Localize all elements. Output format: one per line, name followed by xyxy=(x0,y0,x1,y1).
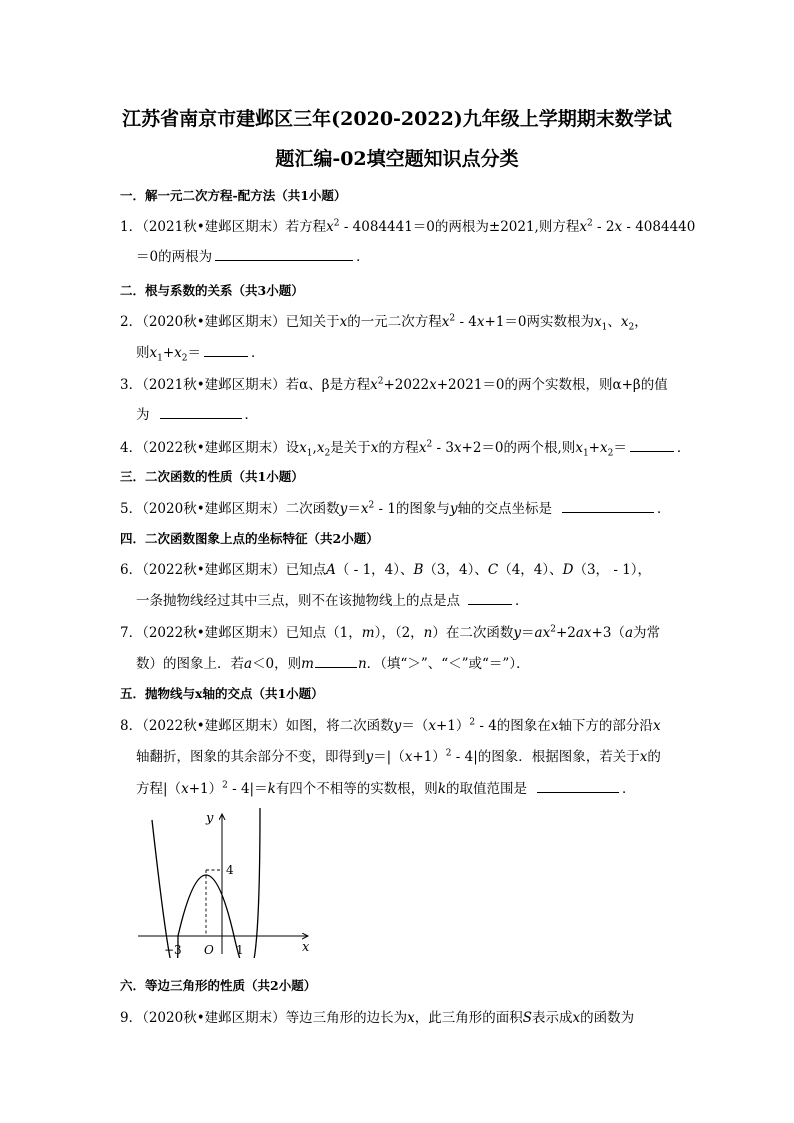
left-root-label: −3 xyxy=(164,943,182,957)
answer-blank-2[interactable] xyxy=(204,343,248,357)
section-heading-3: 三．二次函数的性质（共1小题） xyxy=(120,469,304,484)
question-1-line-1: 1．（2021秋•建邺区期末）若方程$x^2 - 4084441=0$的两根为±2021,则方程$x^2 - 2x - 4084440$ xyxy=(120,218,696,235)
question-6-line-1: 6．（2022秋•建邺区期末）已知点A（ - 1，4）、B（3，4）、C（4，4）、D（3， - 1）， xyxy=(120,562,652,578)
question-7-line-2: 数）的图象上．若a＜0，则m n．（填“＞”、“＜”或“＝”）． xyxy=(136,656,530,672)
question-2-line-1: 2．（2020秋•建邺区期末）已知关于x的一元二次方程$x^2 - 4x+1=0$两实数根为$x_1$、$x_2$， xyxy=(120,313,648,333)
section-heading-6: 六．等边三角形的性质（共2小题） xyxy=(120,978,317,993)
section-heading-2: 二．根与系数的关系（共3小题） xyxy=(120,283,304,298)
document-title-line-1: 江苏省南京市建邺区三年(2020-2022)九年级上学期期末数学试 xyxy=(122,108,672,130)
question-8-line-1: 8．（2022秋•建邺区期末）如图，将二次函数$y=(x+1)^2 - 4$的图象在x轴下方的部分沿x xyxy=(120,717,661,734)
question-8-line-2: 轴翻折，图象的其余部分不变，即得到$y=|(x+1)^2 - 4|$的图象．根据图象，若关于x的 xyxy=(136,748,661,765)
origin-label: O xyxy=(204,943,214,957)
question-9-line-1: 9．（2020秋•建邺区期末）等边三角形的边长为x，此三角形的面积S表示成x的函数为 xyxy=(120,1010,635,1026)
answer-blank-8[interactable] xyxy=(537,779,619,793)
x-axis-label: x xyxy=(302,940,310,955)
question-4-line-1: 4．（2022秋•建邺区期末）设$x_1,x_2$是关于x的方程$x^2 - 3x+2=0$的两个根,则$x_1+x_2=$ ． xyxy=(120,439,691,459)
section-heading-1: 一．解一元二次方程-配方法（共1小题） xyxy=(120,188,347,203)
question-3-line-2: 为 ． xyxy=(136,407,258,423)
question-3-line-1: 3．（2021秋•建邺区期末）若α、β是方程$x^2+2022x+2021=0$的两个实数根，则α+β的值 xyxy=(120,376,668,393)
answer-blank-4[interactable] xyxy=(630,438,674,452)
right-root-label: 1 xyxy=(236,943,244,957)
answer-blank-7[interactable] xyxy=(315,654,357,668)
document-title-line-2: 题汇编-02填空题知识点分类 xyxy=(275,148,519,170)
question-6-line-2: 一条抛物线经过其中三点，则不在该抛物线上的点是点 ． xyxy=(136,593,529,609)
section-heading-4: 四．二次函数图象上点的坐标特征（共2小题） xyxy=(120,531,379,546)
answer-blank-3[interactable] xyxy=(160,405,242,419)
section-heading-5: 五．抛物线与x轴的交点（共1小题） xyxy=(120,686,324,701)
answer-blank-5[interactable] xyxy=(562,499,654,513)
question-8-line-3: 方程$|(x+1)^2 - 4|=k$有四个不相等的实数根，则k的取值范围是 ． xyxy=(136,780,636,797)
answer-blank-1[interactable] xyxy=(215,247,353,261)
vertex-value-label: 4 xyxy=(226,863,234,877)
answer-blank-6[interactable] xyxy=(468,591,512,605)
y-axis-label: y xyxy=(206,811,214,826)
question-7-line-1: 7．（2022秋•建邺区期末）已知点（1，m），（2，n）在二次函数$y=ax^2+2ax+3(a$为常 xyxy=(120,624,660,641)
parabola-graph xyxy=(130,808,320,958)
question-1-line-2: ＝0的两根为 ． xyxy=(136,249,370,265)
question-2-line-2: 则$x_1+x_2=$ ． xyxy=(136,345,265,364)
question-5-line-1: 5．（2020秋•建邺区期末）二次函数$y=x^2 - 1$的图象与y轴的交点坐标是 ． xyxy=(120,500,671,517)
